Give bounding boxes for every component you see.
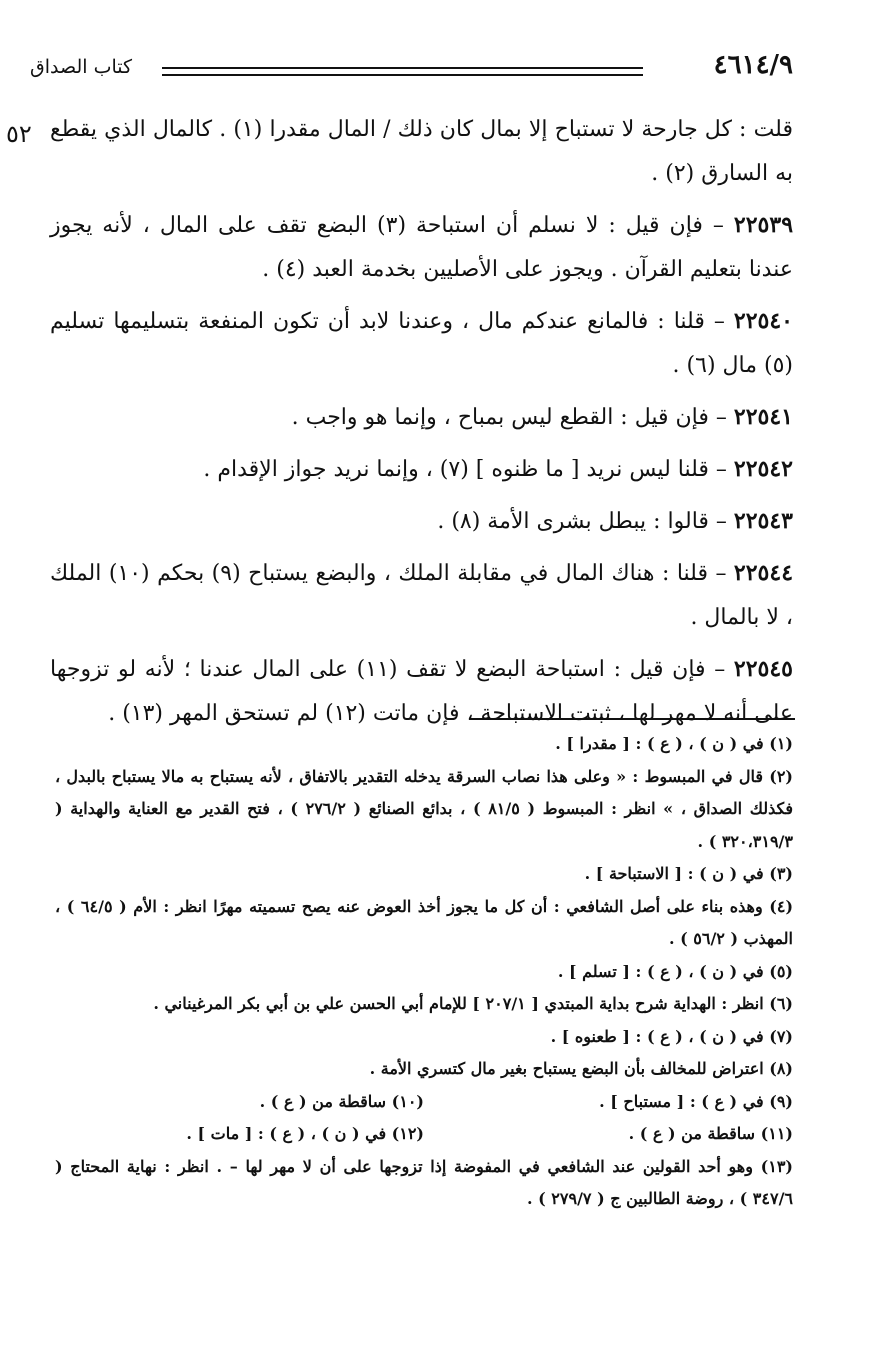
paragraph-text: – فإن قيل : لا نسلم أن استباحة (٣) البضع تقف على المال ، لأنه يجوز عندنا بتعليم القرآن . ويجوز على الأصليين بخدمة العبد (٤) . <box>50 213 793 282</box>
paragraph-number: ٢٢٥٤١ <box>733 404 793 430</box>
margin-page-marker: ٥٢ <box>6 120 32 148</box>
paragraph-text: – فإن قيل : القطع ليس بمباح ، وإنما هو واجب . <box>291 405 727 430</box>
footnote-9: (٩) في ( ع ) : [ مستباح ] . <box>599 1091 793 1111</box>
paragraph-number: ٢٢٥٤٥ <box>733 656 793 682</box>
footnote-row <box>55 1118 793 1151</box>
paragraph-text: قلت : كل جارحة لا تستباح إلا بمال كان ذلك / المال مقدرا (١) . كالمال الذي يقطع به السارق (٢) . <box>50 117 793 186</box>
paragraph-number: ٢٢٥٤٤ <box>733 560 794 586</box>
paragraph <box>50 203 793 292</box>
paragraph-number: ٢٢٥٣٩ <box>733 212 794 238</box>
footnote-13: (١٣) وهو أحد القولين عند الشافعي في المفوضة إذا تزوجها على أن لا مهر لها – . انظر : نهاية المحتاج ( ٣٤٧/٦ ) ، روضة الطالبين ج ( ٢٧٩/٧ ) . <box>55 1156 793 1208</box>
paragraph <box>50 299 793 388</box>
paragraph <box>50 499 793 544</box>
paragraph <box>50 395 793 440</box>
paragraph <box>50 108 793 196</box>
main-text <box>50 108 793 743</box>
footnote-11: (١١) ساقطة من ( ع ) . <box>628 1124 793 1143</box>
paragraph-number: ٢٢٥٤٣ <box>733 508 793 534</box>
header-rule <box>162 67 643 76</box>
footnote-6: (٦) انظر : الهداية شرح بداية المبتدي [ ٢٠٧/١ ] للإمام أبي الحسن علي بن أبي بكر المرغيناني . <box>153 994 793 1013</box>
paragraph-text: – قلنا : فالمانع عندكم مال ، وعندنا لابد أن تكون المنفعة بتسليمها تسليم (٥) مال (٦) . <box>50 309 793 378</box>
footnote-3: (٣) في ( ن ) : [ الاستباحة ] . <box>584 864 793 883</box>
paragraph <box>50 647 793 736</box>
footnote-1: (١) في ( ن ) ، ( ع ) : [ مقدرا ] . <box>555 734 793 753</box>
footnote-5: (٥) في ( ن ) ، ( ع ) : [ تسلم ] . <box>557 961 793 981</box>
paragraph-text: – فإن قيل : استباحة البضع لا تقف (١١) على المال عندنا ؛ لأنه لو تزوجها على أنه لا مهر لها ، ثبتت الاستباحة ، فإن ماتت (١٢) لم تستحق المهر (١٣) . <box>50 657 793 726</box>
paragraph <box>50 551 793 640</box>
paragraph-text: – قلنا : هناك المال في مقابلة الملك ، والبضع يستباح (٩) بحكم (١٠) الملك ، لا بالمال . <box>50 561 793 630</box>
footnote-2: (٢) قال في المبسوط : « وعلى هذا نصاب السرقة يدخله التقدير بالاتفاق ، لأنه يستباح به مالا يستباح بالبدل ، فكذلك الصداق ، » انظر : المبسوط ( ٨١/٥ ) ، بدائع الصنائع ( ٢٧٦/٢ ) ، فتح القدير مع العناية والهداية ( ٣٢٠،٣١٩/٣ ) . <box>55 766 793 851</box>
footnote-7: (٧) في ( ن ) ، ( ع ) : [ طعنوه ] . <box>550 1026 793 1046</box>
paragraph <box>50 447 793 492</box>
paragraph-text: – قلنا ليس نريد [ ما ظنوه ] (٧) ، وإنما نريد جواز الإقدام . <box>203 457 727 482</box>
page-number: ٤٦١٤/٩ <box>713 50 793 80</box>
footnote-row <box>55 1086 793 1119</box>
paragraph-number: ٢٢٥٤٢ <box>733 456 793 482</box>
footnote-separator <box>470 718 795 720</box>
paragraph-text: – قالوا : يبطل بشرى الأمة (٨) . <box>437 509 727 534</box>
page-header <box>30 50 793 90</box>
footnote-8: (٨) اعتراض للمخالف بأن البضع يستباح بغير مال كتسري الأمة . <box>369 1059 793 1078</box>
footnote-12: (١٢) في ( ن ) ، ( ع ) : [ مات ] . <box>186 1124 424 1143</box>
book-title: كتاب الصداق <box>30 56 133 78</box>
footnotes <box>55 728 793 1216</box>
footnote-10: (١٠) ساقطة من ( ع ) . <box>259 1091 424 1111</box>
footnote-4: (٤) وهذه بناء على أصل الشافعي : أن كل ما يجوز أخذ العوض عنه يصح تسميته مهرًا انظر : الأم ( ٦٤/٥ ) ، المهذب ( ٥٦/٢ ) . <box>55 896 794 948</box>
paragraph-number: ٢٢٥٤٠ <box>733 308 793 334</box>
